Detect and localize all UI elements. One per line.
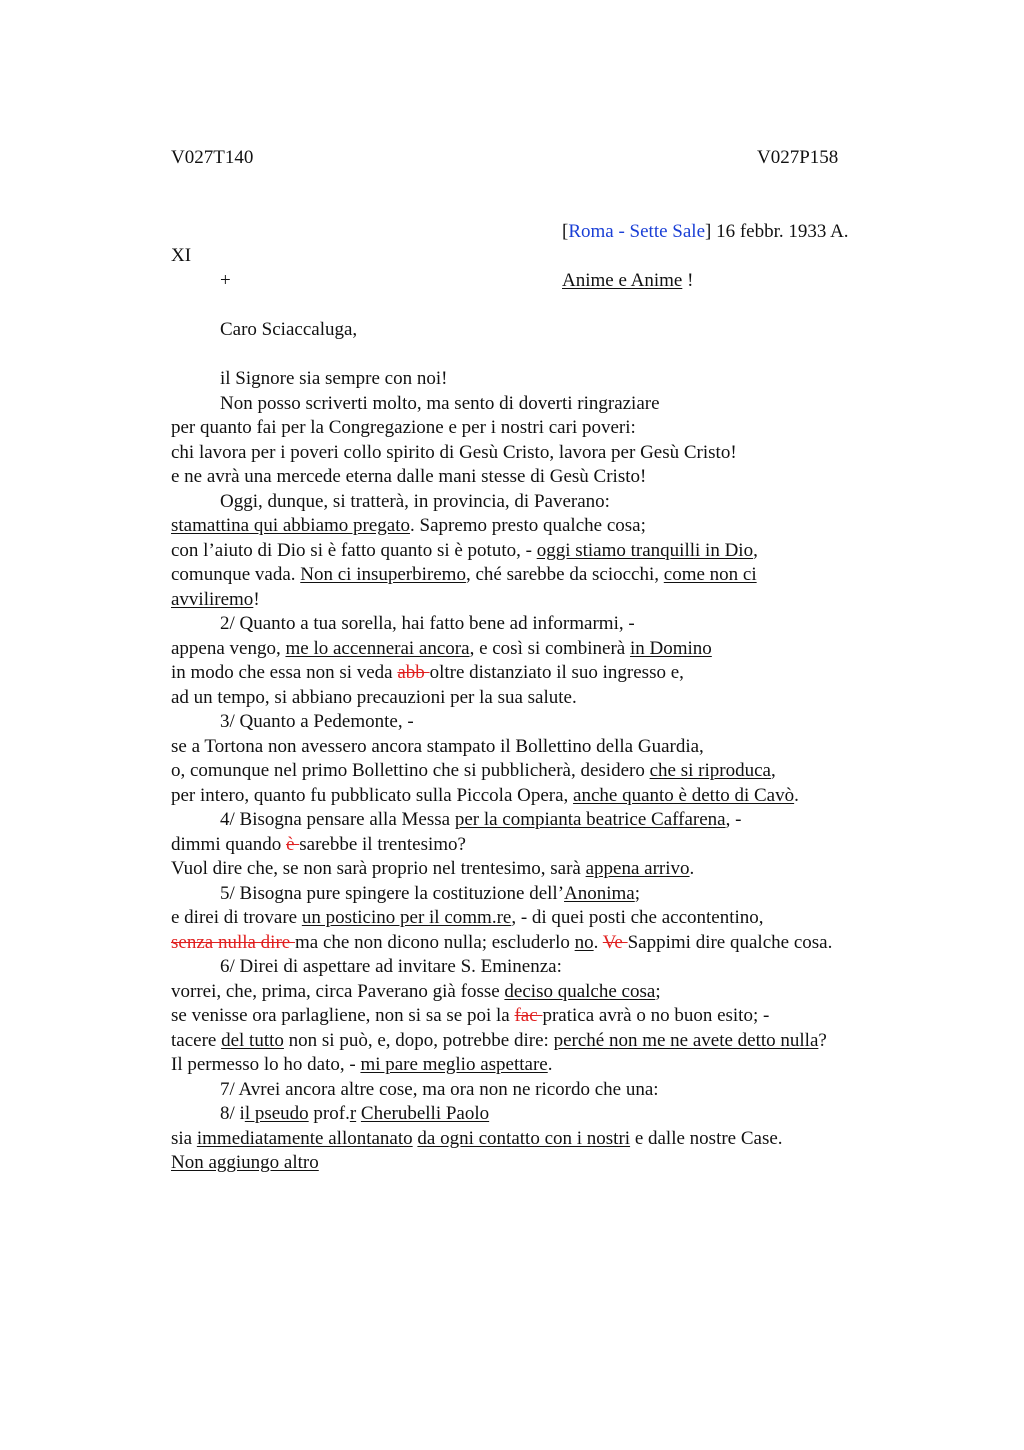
text-span: ? bbox=[818, 1029, 827, 1051]
text-line: chi lavora per i poveri collo spirito di Gesù Cristo, lavora per Gesù Cristo! bbox=[171, 441, 737, 463]
deleted-text: fac bbox=[514, 1005, 543, 1026]
text-line bbox=[171, 514, 931, 539]
underlined-phrase: stamattina qui abbiamo pregato bbox=[171, 515, 411, 536]
text-line bbox=[171, 980, 931, 1005]
document-code-left: V027T140 bbox=[171, 147, 254, 168]
underlined-phrase: oggi stiamo tranquilli in Dio bbox=[536, 539, 754, 561]
text-line bbox=[171, 784, 931, 809]
document-code-right: V027P158 bbox=[757, 147, 839, 168]
text-span: e dalle nostre Case. bbox=[630, 1127, 783, 1149]
text-span: 8/ i bbox=[220, 1103, 245, 1124]
text-span: , - di quei posti che accontentino, bbox=[511, 907, 764, 928]
text-span: Vuol dire che, se non sarà proprio nel trentesimo, sarà bbox=[171, 858, 586, 879]
underlined-phrase: in Domino bbox=[629, 637, 712, 659]
deleted-text: è bbox=[286, 833, 300, 855]
underlined-phrase: Non ci insuperbiremo bbox=[300, 564, 466, 585]
text-span: sarebbe il trentesimo? bbox=[299, 833, 466, 855]
text-line: Non posso scriverti molto, ma sento di doverti ringraziare bbox=[220, 392, 660, 414]
text-line: 6/ Direi di aspettare ad invitare S. Eminenza: bbox=[220, 956, 562, 977]
closing-line: Non aggiungo altro bbox=[171, 1152, 319, 1173]
underlined-phrase: r bbox=[349, 1103, 357, 1124]
text-span: ; bbox=[655, 980, 661, 1002]
underlined-phrase: Cherubelli Paolo bbox=[360, 1103, 490, 1124]
text-line bbox=[171, 1053, 931, 1078]
underlined-phrase: che si riproduca bbox=[649, 760, 771, 781]
underlined-phrase: me lo accennerai ancora bbox=[285, 637, 470, 659]
text-span: e direi di trovare bbox=[171, 907, 302, 928]
text-line bbox=[171, 637, 931, 662]
text-line bbox=[171, 906, 931, 931]
text-line bbox=[171, 1127, 931, 1152]
place-sette-sale: Sette Sale bbox=[629, 221, 705, 242]
text-span: in modo che essa non si veda bbox=[171, 662, 398, 683]
text-span: ma che non dicono nulla; escluderlo bbox=[294, 931, 575, 953]
underlined-phrase: immediatamente allontanato bbox=[196, 1127, 413, 1149]
place-separator: - bbox=[613, 221, 630, 242]
underlined-phrase: del tutto bbox=[221, 1029, 284, 1051]
bracket-open: [ bbox=[562, 221, 569, 242]
text-span: per intero, quanto fu pubblicato sulla Piccola Opera, bbox=[171, 784, 574, 806]
text-line bbox=[171, 563, 931, 588]
title-exclamation: ! bbox=[682, 270, 694, 291]
text-span: , e così si combinerà bbox=[469, 637, 630, 659]
text-line: se a Tortona non avessero ancora stampato il Bollettino della Guardia, bbox=[171, 735, 704, 757]
text-line bbox=[171, 1102, 931, 1127]
text-span: . bbox=[794, 784, 799, 806]
text-line bbox=[171, 882, 931, 907]
text-span: vorrei, che, prima, circa Paverano già fosse bbox=[171, 980, 505, 1002]
text-span: , - bbox=[725, 809, 742, 830]
text-line bbox=[171, 539, 931, 564]
text-span: se venisse ora parlagliene, non si sa se poi la bbox=[171, 1005, 515, 1026]
deleted-text: Ve bbox=[602, 931, 628, 953]
underlined-phrase: deciso qualche cosa bbox=[504, 980, 656, 1002]
text-line: e ne avrà una mercede eterna dalle mani stesse di Gesù Cristo! bbox=[171, 466, 647, 487]
text-line: ad un tempo, si abbiano precauzioni per la sua salute. bbox=[171, 686, 577, 708]
underlined-phrase: per la compianta beatrice Caffarena bbox=[454, 809, 726, 830]
text-line bbox=[171, 857, 931, 882]
text-span: o, comunque nel primo Bollettino che si pubblicherà, desidero bbox=[171, 760, 650, 781]
text-line: per quanto fai per la Congregazione e per i nostri cari poveri: bbox=[171, 417, 636, 438]
text-span: con l’aiuto di Dio si è fatto quanto si è potuto, - bbox=[171, 539, 537, 561]
deleted-text: senza nulla dire bbox=[171, 931, 295, 953]
text-span: appena vengo, bbox=[171, 637, 286, 659]
text-span: prof. bbox=[308, 1103, 350, 1124]
text-span: oltre distanziato il suo ingresso e, bbox=[429, 662, 684, 683]
text-line: 3/ Quanto a Pedemonte, - bbox=[220, 711, 414, 732]
underlined-phrase: un posticino per il comm.re bbox=[301, 907, 512, 928]
text-span: ! bbox=[253, 588, 260, 610]
underlined-phrase: appena arrivo bbox=[585, 858, 690, 879]
text-span: 5/ Bisogna pure spingere la costituzione dell’ bbox=[220, 882, 565, 904]
text-span: dimmi quando bbox=[171, 833, 287, 855]
text-line bbox=[171, 588, 931, 613]
text-span: Il permesso lo ho dato, - bbox=[171, 1054, 361, 1075]
place-date-line bbox=[562, 220, 849, 244]
text-line bbox=[171, 1029, 931, 1054]
text-line: il Signore sia sempre con noi! bbox=[220, 368, 448, 389]
letter-title bbox=[562, 269, 693, 293]
bracket-close: ] bbox=[705, 221, 712, 242]
title-text: Anime e Anime bbox=[562, 270, 683, 291]
underlined-phrase: l pseudo bbox=[244, 1103, 309, 1124]
underlined-phrase: Anonima bbox=[564, 882, 635, 904]
underlined-phrase: no bbox=[574, 931, 594, 953]
letter-date: 16 febbr. 1933 A. bbox=[711, 221, 849, 242]
text-span: 4/ Bisogna pensare alla Messa bbox=[220, 809, 455, 830]
text-line bbox=[171, 759, 931, 784]
underlined-phrase: perché non me ne avete detto nulla bbox=[553, 1029, 819, 1051]
cross-symbol: + bbox=[220, 270, 231, 291]
text-line: 7/ Avrei ancora altre cose, ma ora non ne ricordo che una: bbox=[220, 1078, 659, 1100]
text-line bbox=[171, 1004, 931, 1029]
text-line: Oggi, dunque, si tratterà, in provincia, di Paverano: bbox=[220, 490, 610, 512]
deleted-text: abb bbox=[397, 662, 430, 683]
text-span: Sappimi dire qualche cosa. bbox=[627, 931, 833, 953]
text-span: tacere bbox=[171, 1029, 222, 1051]
text-line bbox=[171, 931, 931, 956]
text-span: pratica avrà o no buon esito; - bbox=[542, 1005, 770, 1026]
text-span: . bbox=[547, 1054, 553, 1075]
underlined-phrase: avviliremo bbox=[171, 588, 254, 610]
text-line bbox=[171, 661, 931, 686]
letter-body bbox=[171, 367, 931, 1176]
text-line: 2/ Quanto a tua sorella, hai fatto bene ad informarmi, - bbox=[220, 613, 635, 634]
text-span: . bbox=[593, 931, 603, 953]
text-span: , ché sarebbe da sciocchi, bbox=[465, 564, 664, 585]
text-span: sia bbox=[171, 1127, 197, 1149]
place-roma: Roma bbox=[568, 221, 614, 242]
text-line bbox=[171, 1151, 931, 1176]
text-line bbox=[171, 808, 931, 833]
underlined-phrase: anche quanto è detto di Cavò bbox=[573, 784, 795, 806]
text-span: . Sapremo presto qualche cosa; bbox=[410, 515, 646, 536]
salutation: Caro Sciaccaluga, bbox=[220, 319, 358, 340]
text-span: . bbox=[689, 858, 695, 879]
underlined-phrase: come non ci bbox=[663, 564, 757, 585]
text-line bbox=[171, 833, 931, 858]
underlined-phrase: da ogni contatto con i nostri bbox=[417, 1127, 631, 1149]
text-span: , bbox=[753, 539, 758, 561]
text-span: , bbox=[770, 760, 776, 781]
underlined-phrase: mi pare meglio aspettare bbox=[360, 1054, 548, 1075]
year-continuation: XI bbox=[171, 245, 192, 266]
text-span: ; bbox=[634, 882, 641, 904]
text-span: comunque vada. bbox=[171, 564, 301, 585]
text-span: non si può, e, dopo, potrebbe dire: bbox=[283, 1029, 554, 1051]
